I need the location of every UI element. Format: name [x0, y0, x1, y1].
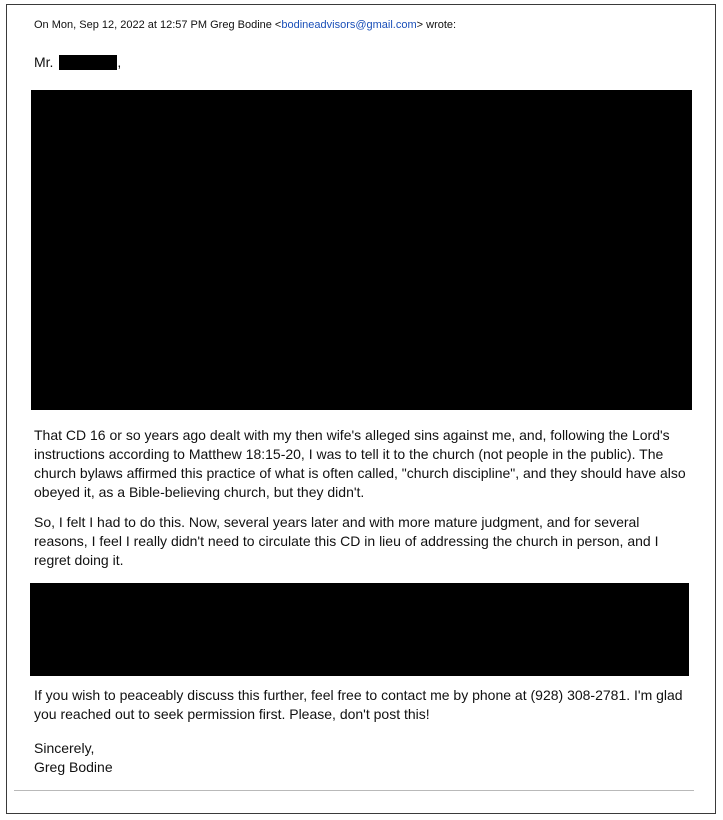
email-header-line [34, 19, 456, 31]
signoff [34, 739, 113, 777]
greeting [34, 54, 121, 70]
header-suffix: > wrote: [416, 19, 457, 31]
greeting-salutation: Mr. [34, 54, 54, 70]
sender-email-link[interactable]: bodineadvisors@gmail.com [281, 19, 417, 31]
signoff-closing: Sincerely, [34, 740, 95, 756]
greeting-punctuation: , [117, 54, 122, 70]
redaction-block-1 [31, 90, 692, 410]
redacted-name [59, 55, 117, 70]
body-paragraph-3: If you wish to peaceably discuss this further, feel free to contact me by phone at (928) 308-2781. I'm glad you reached out to seek permission first. Please, don't post this! [34, 687, 683, 722]
body-paragraph-1: That CD 16 or so years ago dealt with my then wife's alleged sins against me, and, following the Lord's instructions according to Matthew 18:15-20, I was to tell it to the church (not people in the public). The church bylaws affirmed this practice of what is often called, "church discipline", and they should have also obeyed it, as a Bible-believing church, but they didn't. [34, 427, 686, 500]
signoff-name: Greg Bodine [34, 759, 113, 775]
redaction-block-2 [30, 583, 689, 676]
body-paragraph-2: So, I felt I had to do this. Now, several years later and with more mature judgment, and for several reasons, I feel I really didn't need to circulate this CD in lieu of addressing the church in person, and I regret doing it. [34, 514, 659, 568]
header-prefix: On Mon, Sep 12, 2022 at 12:57 PM Greg Bodine < [34, 19, 282, 31]
footer-divider [14, 790, 694, 791]
